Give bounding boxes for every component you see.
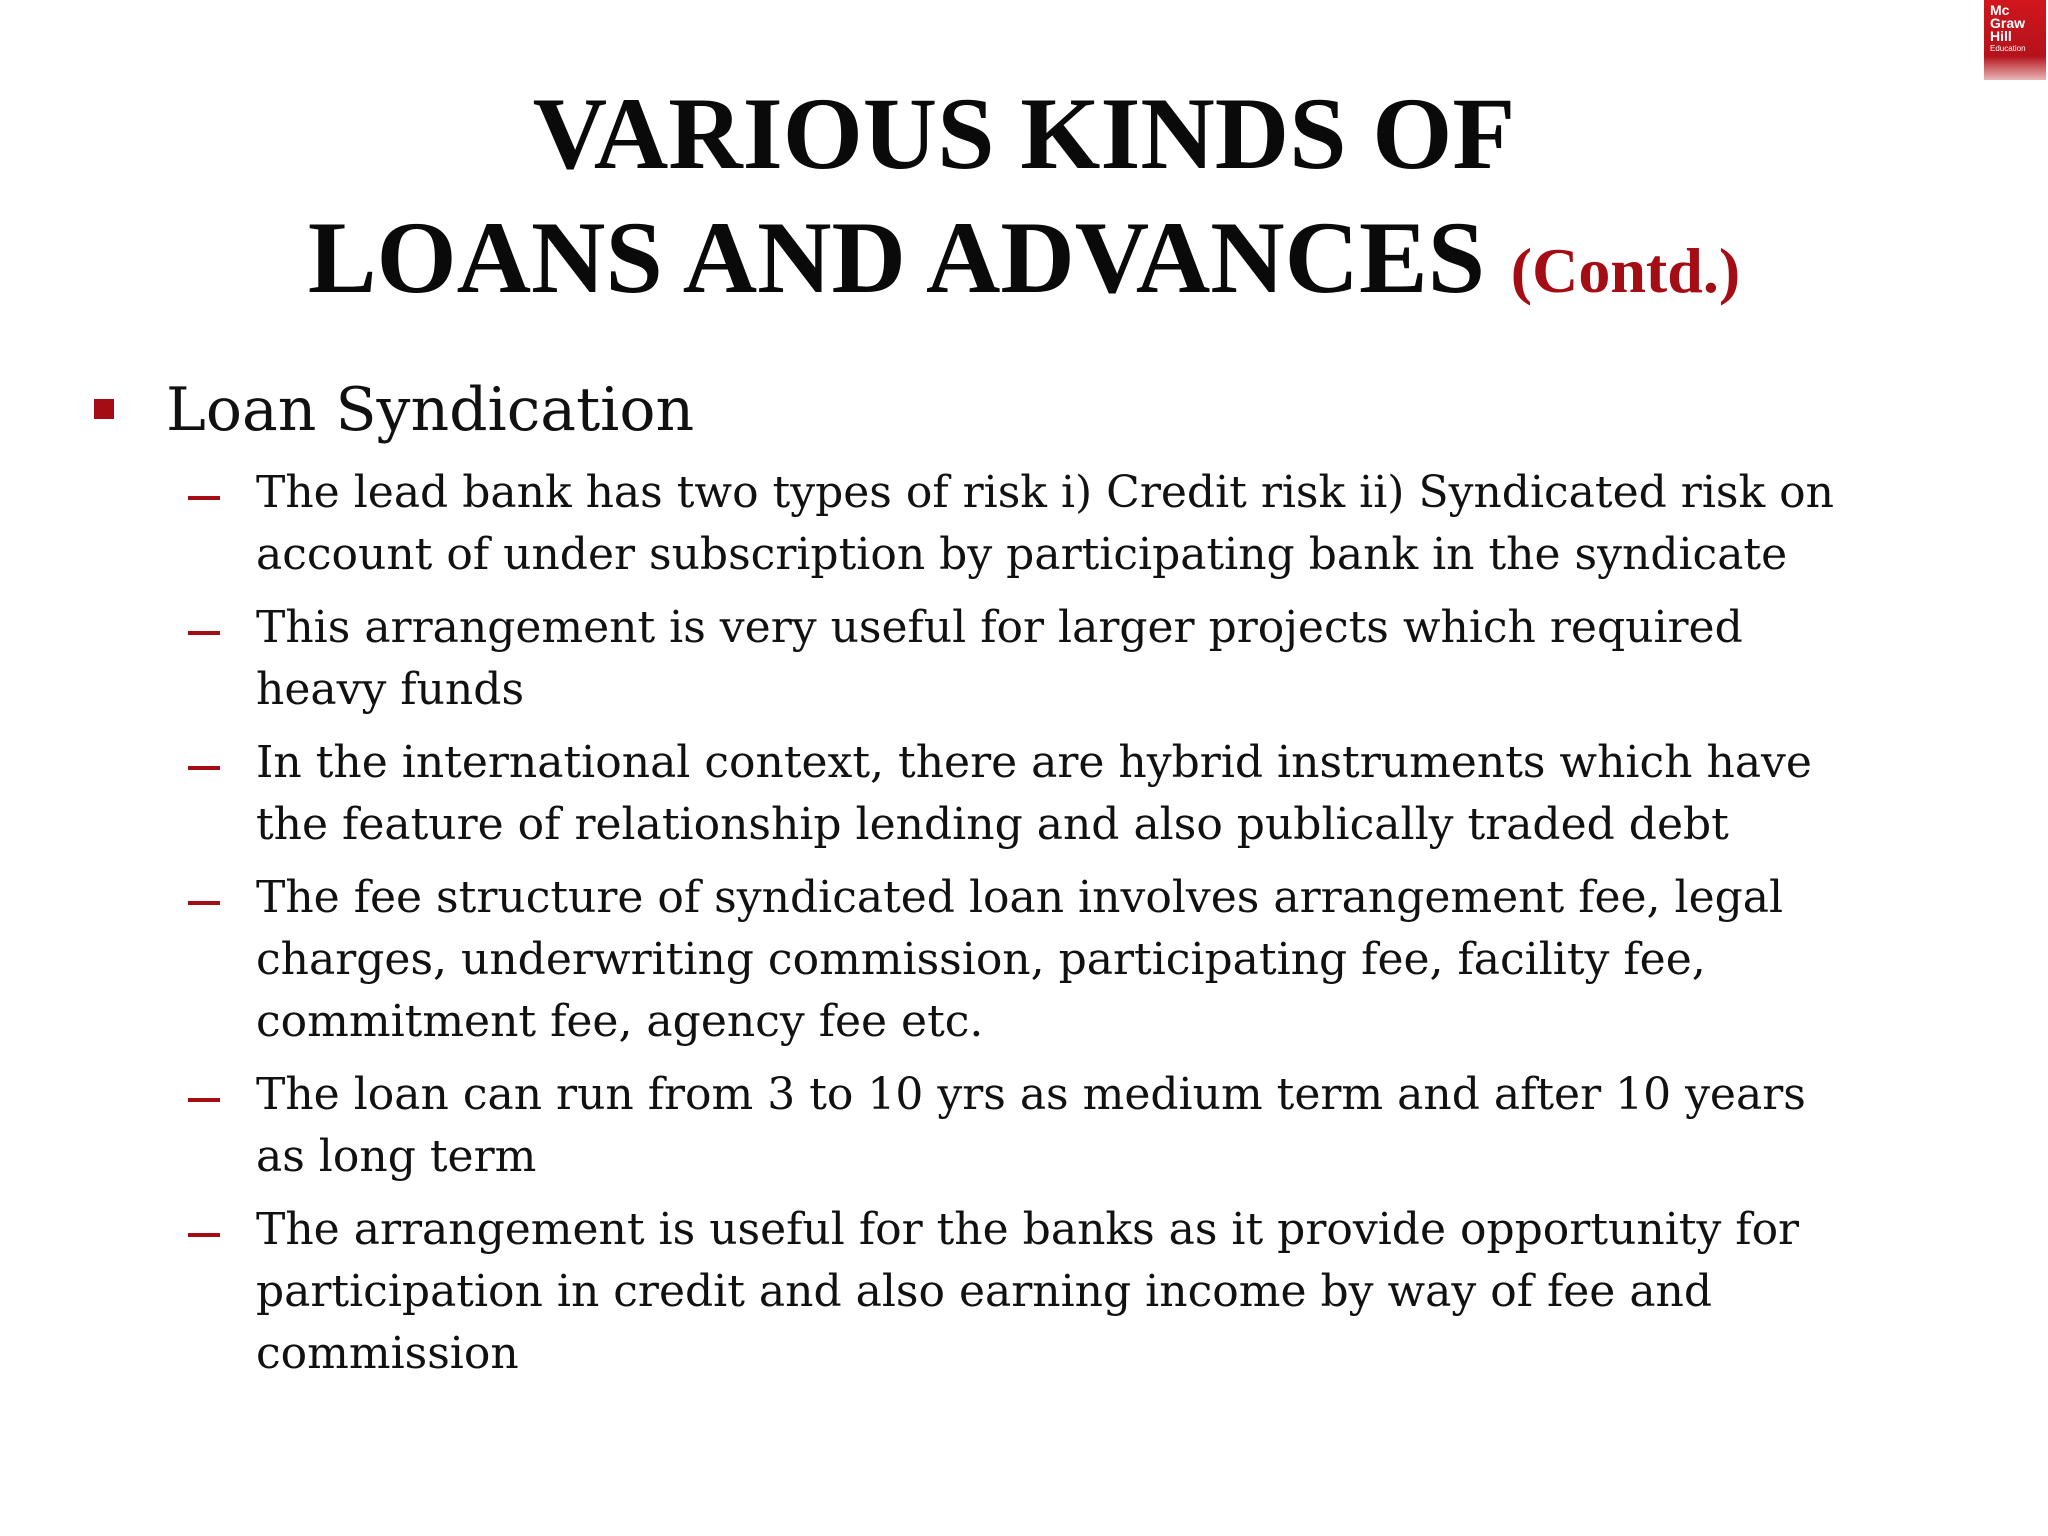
dash-bullet-icon bbox=[188, 901, 220, 905]
logo-line-2: Graw bbox=[1990, 15, 2026, 31]
sub-bullet-line: The arrangement is useful for the banks as it provide opportunity for bbox=[256, 1204, 1800, 1255]
dash-bullet-icon bbox=[188, 1233, 220, 1237]
sub-bullet-line: commission bbox=[256, 1328, 519, 1379]
sub-bullet-text bbox=[256, 462, 1976, 586]
dash-bullet-icon bbox=[188, 1098, 220, 1102]
sub-bullet-line: commitment fee, agency fee etc. bbox=[256, 996, 984, 1047]
logo-line-1: Mc bbox=[1990, 2, 2010, 18]
sub-bullet-line: heavy funds bbox=[256, 664, 525, 715]
sub-bullet-list bbox=[0, 462, 2048, 1385]
sub-bullet-text bbox=[256, 1064, 1976, 1188]
sub-bullet-line: The loan can run from 3 to 10 yrs as medium term and after 10 years bbox=[256, 1069, 1806, 1120]
dash-bullet-icon bbox=[188, 496, 220, 500]
mcgraw-hill-logo bbox=[1984, 0, 2046, 80]
sub-bullet-line: This arrangement is very useful for larger projects which required bbox=[256, 602, 1743, 653]
sub-bullet-line: The lead bank has two types of risk i) Credit risk ii) Syndicated risk on bbox=[256, 467, 1834, 518]
sub-bullet-item bbox=[0, 867, 2048, 1053]
sub-bullet-text bbox=[256, 732, 1976, 856]
sub-bullet-line: charges, underwriting commission, participating fee, facility fee, bbox=[256, 934, 1706, 985]
sub-bullet-text bbox=[256, 597, 1976, 721]
square-bullet-icon bbox=[94, 399, 114, 419]
main-bullet bbox=[0, 366, 2048, 462]
sub-bullet-line: account of under subscription by participating bank in the syndicate bbox=[256, 529, 1788, 580]
sub-bullet-line: the feature of relationship lending and also publically traded debt bbox=[256, 799, 1729, 850]
sub-bullet-line: as long term bbox=[256, 1131, 537, 1182]
title-line-1: VARIOUS KINDS OF bbox=[532, 77, 1516, 191]
sub-bullet-line: participation in credit and also earning income by way of fee and bbox=[256, 1266, 1713, 1317]
main-bullet-label: Loan Syndication bbox=[166, 375, 695, 445]
title-line-2: LOANS AND ADVANCES bbox=[307, 201, 1486, 315]
sub-bullet-item bbox=[0, 1064, 2048, 1188]
sub-bullet-text bbox=[256, 867, 1976, 1053]
sub-bullet-line: The fee structure of syndicated loan involves arrangement fee, legal bbox=[256, 872, 1784, 923]
logo-line-3: Hill bbox=[1990, 28, 2012, 44]
slide-content bbox=[0, 366, 2048, 1396]
sub-bullet-item bbox=[0, 1199, 2048, 1385]
contd-label: (Contd.) bbox=[1510, 235, 1741, 306]
slide-title bbox=[0, 72, 2048, 333]
sub-bullet-item bbox=[0, 597, 2048, 721]
sub-bullet-item bbox=[0, 462, 2048, 586]
dash-bullet-icon bbox=[188, 631, 220, 635]
sub-bullet-item bbox=[0, 732, 2048, 856]
sub-bullet-text bbox=[256, 1199, 1976, 1385]
title-line-2-wrapper bbox=[0, 196, 2048, 333]
dash-bullet-icon bbox=[188, 766, 220, 770]
sub-bullet-line: In the international context, there are hybrid instruments which have bbox=[256, 737, 1812, 788]
logo-line-4: Education bbox=[1990, 44, 2026, 53]
